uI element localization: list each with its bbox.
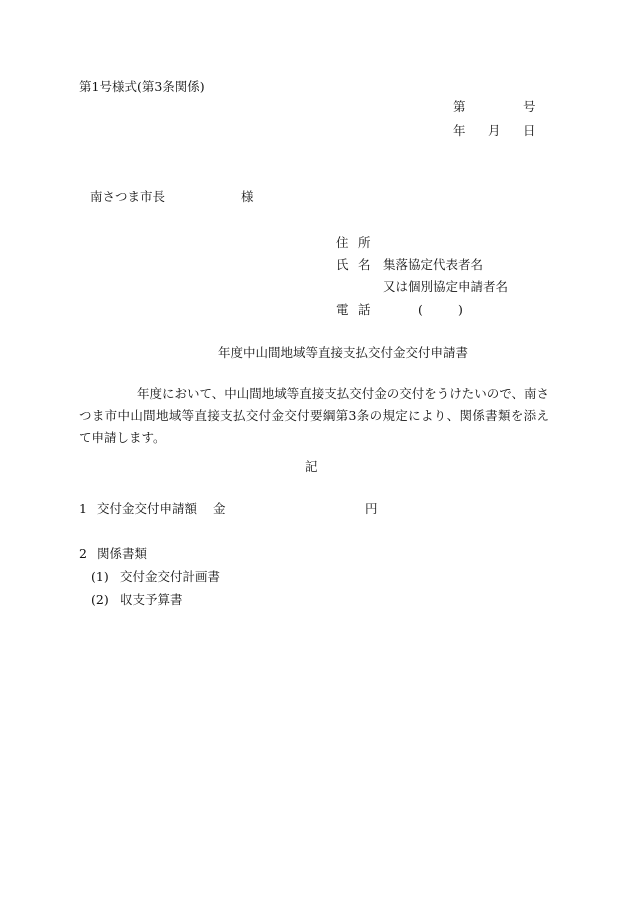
item1-number: 1	[79, 501, 87, 516]
doc-number-prefix: 第	[453, 99, 466, 114]
item2-number: 2	[79, 546, 87, 561]
subitem-label: 交付金交付計画書	[120, 569, 221, 584]
addressee-honorific: 様	[241, 189, 254, 204]
document-title: 年度中山間地域等直接支払交付金交付申請書	[218, 345, 469, 360]
phone-paren-open: (	[418, 302, 423, 317]
phone-label-b: 話	[358, 302, 371, 317]
date-month: 月	[488, 123, 501, 138]
name-label-b: 名	[358, 257, 371, 272]
name-label-a: 氏	[336, 257, 349, 272]
date-day: 日	[523, 123, 536, 138]
phone-paren-close: )	[458, 302, 463, 317]
body-paragraph: 年度において、中山間地域等直接支払交付金の交付をうけたいので、南さつま市中山間地域等直接支払交付金交付要綱第3条の規定により、関係書類を添えて申請します。	[79, 386, 550, 445]
name-value-individual: 又は個別協定申請者名	[383, 279, 509, 294]
addressee-name: 南さつま市長	[90, 189, 166, 204]
item2-label: 関係書類	[97, 546, 148, 561]
ki-heading: 記	[305, 459, 318, 474]
item1-label: 交付金交付申請額	[97, 501, 198, 516]
address-label-b: 所	[358, 235, 371, 250]
address-label-a: 住	[336, 235, 349, 250]
doc-number-suffix: 号	[523, 99, 536, 114]
subitem-number: (2)	[91, 592, 109, 607]
item1-unit: 円	[365, 501, 378, 516]
subitem-label: 収支予算書	[120, 592, 183, 607]
name-value-representative: 集落協定代表者名	[383, 257, 484, 272]
phone-label-a: 電	[336, 302, 349, 317]
item1-currency: 金	[213, 501, 226, 516]
date-year: 年	[453, 123, 466, 138]
form-number: 第1号様式(第3条関係)	[79, 79, 205, 94]
subitem-number: (1)	[91, 569, 109, 584]
